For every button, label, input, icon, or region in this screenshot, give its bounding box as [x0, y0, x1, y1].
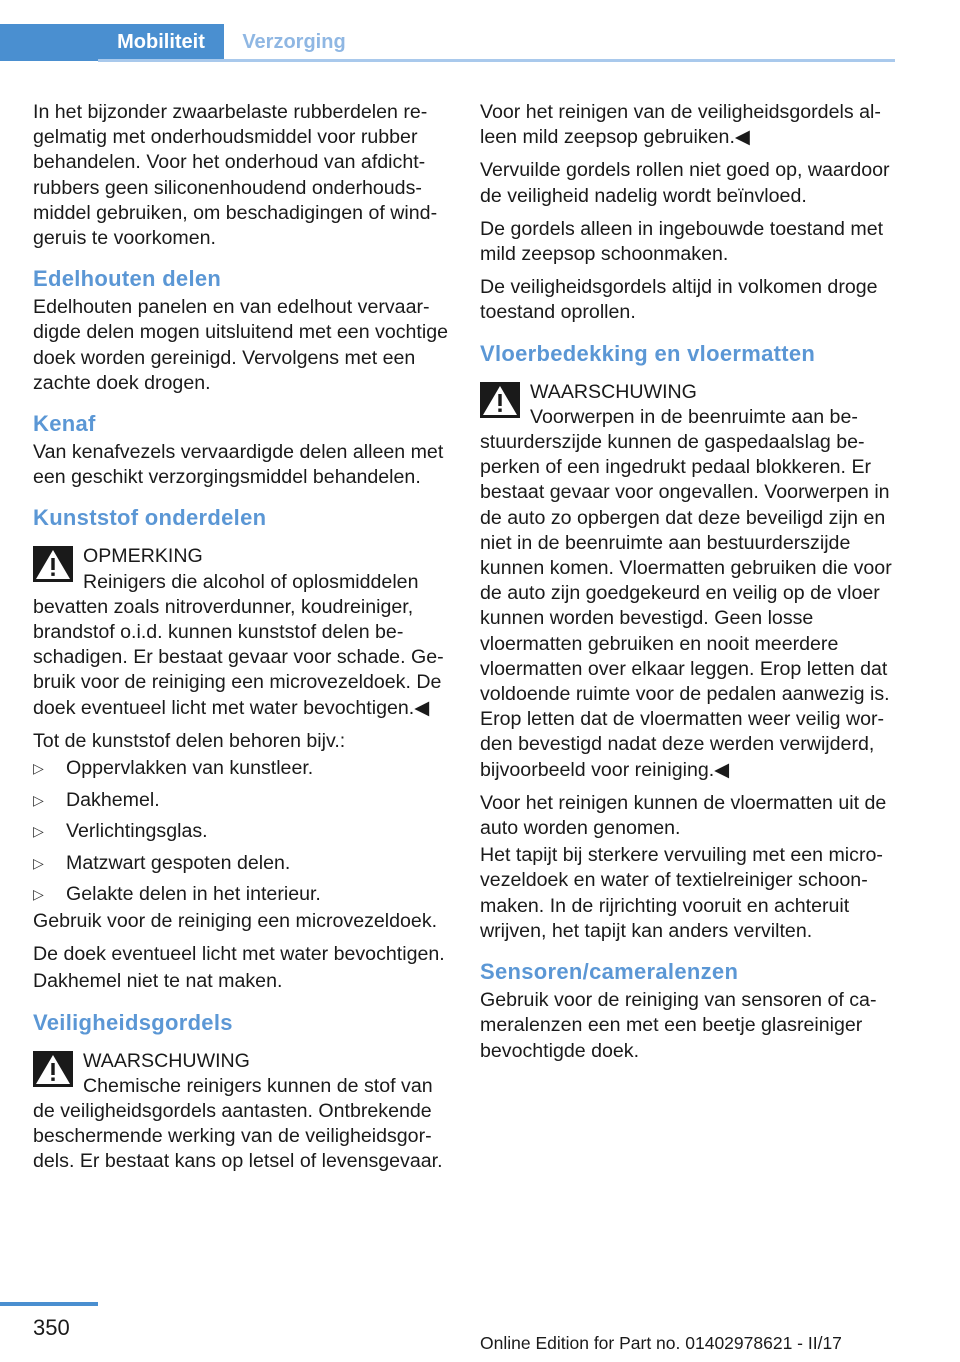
- list-item: ▷ Oppervlakken van kunstleer.: [33, 756, 449, 788]
- warning-body: Voorwerpen in de beenruimte aan bestuurderszijde kunnen de gaspedaalslag beperken of een ingedrukt pedaal blokkeren. Er bestaat gevaar voor ongevallen. Voorwerpen in de auto zo opbergen dat deze beveiligd zijn en niet in de beenruimte aan bestuurderszijde kunnen komen. Vloermatten gebruiken die voor de auto zijn goedgekeurd en veilig op de vloer kunnen worden bevestigd. Geen losse vloermatten gebruiken en nooit meerdere vloermatten over elkaar leggen. Erop letten dat voldoende ruimte voor de pedalen aanwezig is. Erop letten dat de vloermatten weer veilig worden bevestigd nadat deze werden verwijderd, bijvoorbeeld voor reiniging.◀: [480, 405, 892, 781]
- triangle-bullet-icon: ▷: [33, 823, 44, 840]
- heading-edelhouten-delen: Edelhouten delen: [33, 266, 222, 292]
- paragraph-sensoren: Gebruik voor de reiniging van sensoren of cameralenzen een met een beetje glasreiniger bevochtigde doek.: [480, 989, 877, 1062]
- left-column: [33, 100, 449, 1183]
- paragraph-microvezeldoek: Gebruik voor de reiniging een microvezeldoek.: [33, 910, 438, 933]
- heading-kunststof-onderdelen: Kunststof onderdelen: [33, 505, 267, 531]
- paragraph-doek-bevochtigen: De doek eventueel licht met water bevochtigen.: [33, 943, 445, 966]
- page-header: [0, 0, 960, 62]
- heading-veiligheidsgordels: Veiligheidsgordels: [33, 1009, 233, 1035]
- heading-vloerbedekking: Vloerbedekking en vloermatten: [480, 340, 816, 366]
- heading-sensoren: Sensoren/cameralenzen: [480, 959, 739, 985]
- list-item: ▷ Matzwart gespoten delen.: [33, 851, 449, 883]
- warning-triangle-icon: [33, 546, 73, 582]
- paragraph-rubber: In het bijzonder zwaarbelaste rubberdelen regelmatig met onderhoudsmiddel voor rubber behandelen. Voor het onderhoud van afdichtrubbers geen siliconenhoudend onderhoudsmiddel gebruiken, om beschadigingen of windgeruis te voorkomen.: [33, 101, 438, 250]
- heading-kenaf: Kenaf: [33, 411, 96, 437]
- header-divider: [98, 59, 895, 62]
- page-number: 350: [33, 1315, 70, 1340]
- kunststof-list: [33, 756, 449, 909]
- paragraph-dakhemel: Dakhemel niet te nat maken.: [33, 970, 283, 993]
- triangle-bullet-icon: ▷: [33, 760, 44, 777]
- warning-title: WAARSCHUWING: [83, 1049, 250, 1072]
- tab-verzorging[interactable]: Verzorging: [242, 31, 346, 53]
- warning-block-vloer: [480, 380, 896, 783]
- note-body: Reinigers die alcohol of oplosmiddelen bevatten zoals nitroverdunner, koudreiniger, brandstof o.i.d. kunnen kunststof delen beschadigen. Er bestaat gevaar voor schade. Gebruik voor de reiniging een microvezeldoek. De doek eventueel licht met water bevochtigen.◀: [33, 570, 444, 719]
- list-item: ▷ Gelakte delen in het interieur.: [33, 882, 449, 909]
- list-item: ▷ Dakhemel.: [33, 788, 449, 820]
- tab-mobiliteit[interactable]: Mobiliteit: [98, 24, 224, 61]
- paragraph-zeepsop: Voor het reinigen van de veiligheidsgordels alleen mild zeepsop gebruiken.◀: [480, 101, 881, 149]
- warning-triangle-icon: [480, 382, 520, 418]
- paragraph-kenaf: Van kenafvezels vervaardigde delen alleen met een geschikt verzorgingsmiddel behandelen.: [33, 441, 444, 489]
- list-item: ▷ Verlichtingsglas.: [33, 819, 449, 851]
- warning-triangle-icon: [33, 1051, 73, 1087]
- footer-accent-bar: [0, 1302, 98, 1306]
- paragraph-tapijt: Het tapijt bij sterkere vervuiling met een microvezeldoek en water of textielreiniger schoonmaken. In de rijrichting vooruit en achteruit wrijven, het tapijt kan anders vervilten.: [480, 844, 883, 942]
- triangle-bullet-icon: ▷: [33, 886, 44, 903]
- warning-body: Chemische reinigers kunnen de stof van de veiligheidsgordels aantasten. Ontbrekende beschermende werking van de veiligheidsgordels. Er bestaat kans op letsel of levensgevaar.: [33, 1074, 443, 1173]
- triangle-bullet-icon: ▷: [33, 791, 44, 808]
- paragraph-vloermatten-uit-auto: Voor het reinigen kunnen de vloermatten uit de auto worden genomen.: [480, 791, 887, 840]
- paragraph-vervuilde-gordels: Vervuilde gordels rollen niet goed op, waardoor de veiligheid nadelig wordt beïnvloed.: [480, 159, 890, 207]
- edition-note: Online Edition for Part no. 01402978621 - II/17: [480, 1333, 842, 1353]
- right-column: [480, 100, 896, 1072]
- warning-block-gordels: [33, 1049, 449, 1175]
- note-title: OPMERKING: [83, 545, 203, 568]
- triangle-bullet-icon: ▷: [33, 854, 44, 871]
- paragraph-oprollen: De veiligheidsgordels altijd in volkomen droge toestand oprollen.: [480, 276, 878, 324]
- header-accent-bar: [0, 24, 98, 61]
- paragraph-edelhout: Edelhouten panelen en van edelhout vervaardigde delen mogen uitsluitend met een vochtige doek worden gereinigd. Vervolgens met een zachte doek drogen.: [33, 296, 449, 394]
- warning-title: WAARSCHUWING: [530, 380, 697, 403]
- paragraph-ingebouwd: De gordels alleen in ingebouwde toestand met mild zeepsop schoonmaken.: [480, 217, 884, 266]
- note-block: [33, 544, 449, 720]
- paragraph-behoren: Tot de kunststof delen behoren bijv.:: [33, 729, 346, 752]
